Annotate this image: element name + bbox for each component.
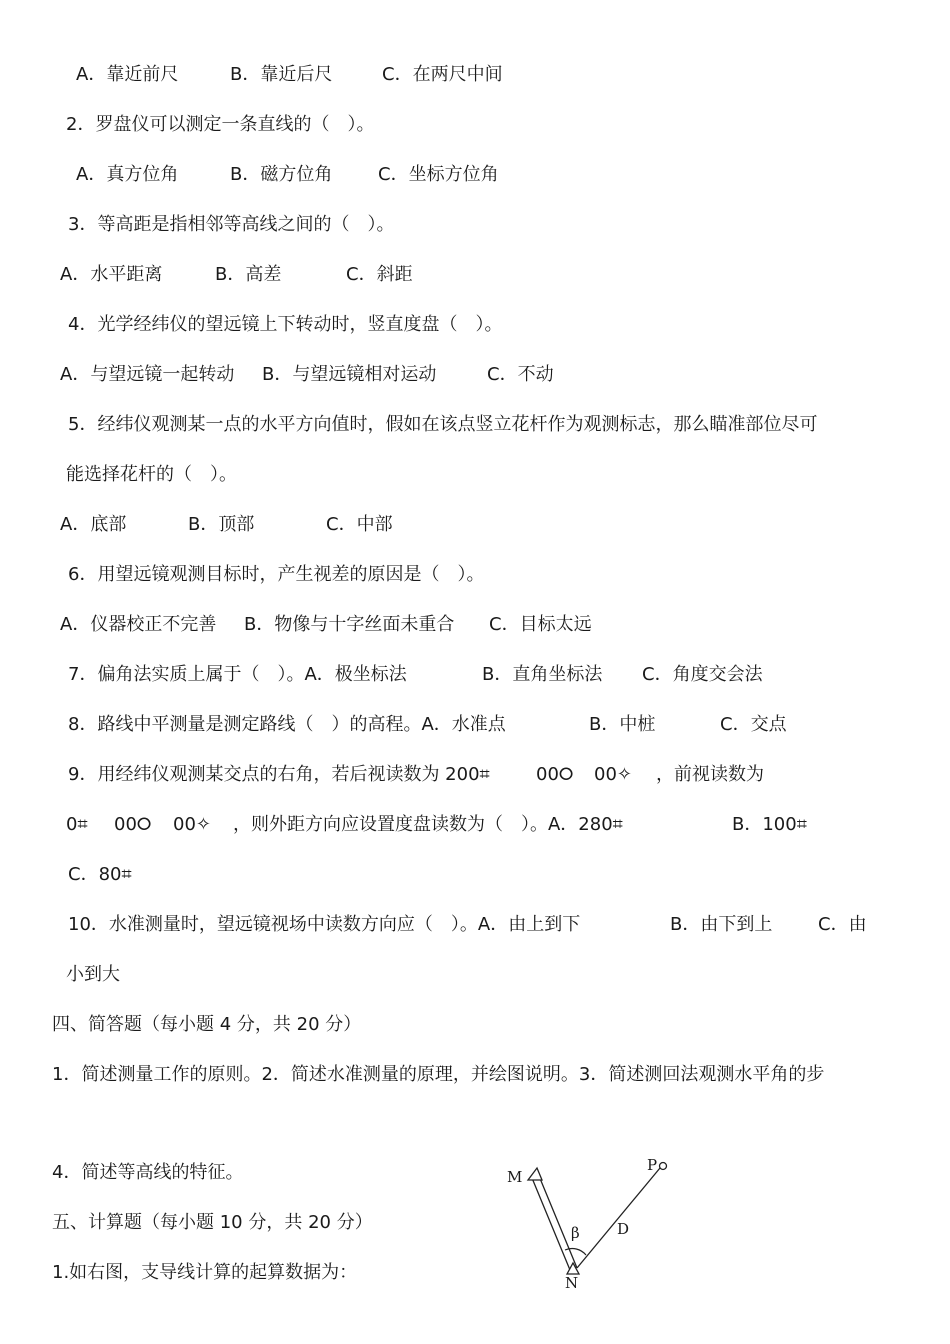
circle-p-icon <box>660 1163 667 1170</box>
question-text: C．角度交会法 <box>642 664 763 685</box>
line-nm-1 <box>532 1178 570 1270</box>
question-text: 9．用经纬仪观测某交点的右角，若后视读数为 200⌗ <box>68 764 490 785</box>
question-text: 小到大 <box>66 964 120 985</box>
question-text: 1.如右图，支导线计算的起算数据为： <box>52 1262 358 1283</box>
question-text: 6．用望远镜观测目标时，产生视差的原因是（ ）。 <box>68 564 485 585</box>
label-m: M <box>507 1168 523 1186</box>
question-text: C．80⌗ <box>68 864 132 885</box>
question-text: B．物像与十字丝面未重合 <box>244 614 455 635</box>
question-text: 五、计算题（每小题 10 分，共 20 分） <box>52 1212 373 1233</box>
traverse-svg <box>495 1150 685 1290</box>
question-text: 00✧ <box>173 814 211 835</box>
question-text: 0⌗ <box>66 814 88 835</box>
question-text: C．不动 <box>487 364 554 385</box>
question-text: B．100⌗ <box>732 814 807 835</box>
question-text: C．由 <box>818 914 867 935</box>
question-text: C．交点 <box>720 714 787 735</box>
question-text: 10．水准测量时，望远镜视场中读数方向应（ ）。A．由上到下 <box>68 914 581 935</box>
label-d: D <box>617 1220 630 1238</box>
question-text: B．磁方位角 <box>230 164 333 185</box>
question-text: 四、简答题（每小题 4 分，共 20 分） <box>52 1014 362 1035</box>
question-text: ，前视读数为 <box>656 764 764 785</box>
question-text: A．水平距离 <box>60 264 163 285</box>
question-text: 4．简述等高线的特征。 <box>52 1162 244 1183</box>
line-np <box>577 1168 660 1268</box>
question-text: 能选择花杆的（ ）。 <box>66 464 237 485</box>
question-text: C．坐标方位角 <box>378 164 499 185</box>
question-text: A．真方位角 <box>76 164 179 185</box>
question-text: C．斜距 <box>346 264 413 285</box>
question-text: 5．经纬仪观测某一点的水平方向值时，假如在该点竖立花杆作为观测标志，那么瞄准部位尽可 <box>68 414 818 435</box>
question-text: 3．等高距是指相邻等高线之间的（ ）。 <box>68 214 395 235</box>
question-text: B．靠近后尺 <box>230 64 333 85</box>
label-n: N <box>565 1274 579 1290</box>
question-text: B．顶部 <box>188 514 255 535</box>
question-text: A．仪器校正不完善 <box>60 614 217 635</box>
traverse-diagram <box>495 1150 685 1290</box>
label-p: P <box>647 1156 658 1174</box>
question-text: B．高差 <box>215 264 282 285</box>
question-text: ，则外距方向应设置度盘读数为（ ）。A．280⌗ <box>233 814 623 835</box>
question-text: C．目标太远 <box>489 614 592 635</box>
question-text: B．中桩 <box>589 714 656 735</box>
triangle-m-icon <box>528 1168 542 1180</box>
question-text: 00⭘ <box>114 814 152 835</box>
line-nm-2 <box>539 1176 577 1268</box>
question-text: A．与望远镜一起转动 <box>60 364 235 385</box>
question-text: B．与望远镜相对运动 <box>262 364 437 385</box>
question-text: B．由下到上 <box>670 914 773 935</box>
question-text: 4．光学经纬仪的望远镜上下转动时，竖直度盘（ ）。 <box>68 314 503 335</box>
question-text: 00⭘ <box>536 764 574 785</box>
label-beta: β <box>571 1224 580 1242</box>
question-text: 8．路线中平测量是测定路线（ ）的高程。A．水准点 <box>68 714 506 735</box>
question-text: A．靠近前尺 <box>76 64 179 85</box>
question-text: C．在两尺中间 <box>382 64 503 85</box>
question-text: A．底部 <box>60 514 127 535</box>
question-text: C．中部 <box>326 514 393 535</box>
question-text: 7．偏角法实质上属于（ ）。A．极坐标法 <box>68 664 407 685</box>
question-text: 00✧ <box>594 764 632 785</box>
question-text: B．直角坐标法 <box>482 664 603 685</box>
beta-arc <box>565 1249 586 1255</box>
question-text: 2．罗盘仪可以测定一条直线的（ ）。 <box>66 114 375 135</box>
question-text: 1．简述测量工作的原则。2．简述水准测量的原理，并绘图说明。3．简述测回法观测水平角的步 <box>52 1064 825 1085</box>
